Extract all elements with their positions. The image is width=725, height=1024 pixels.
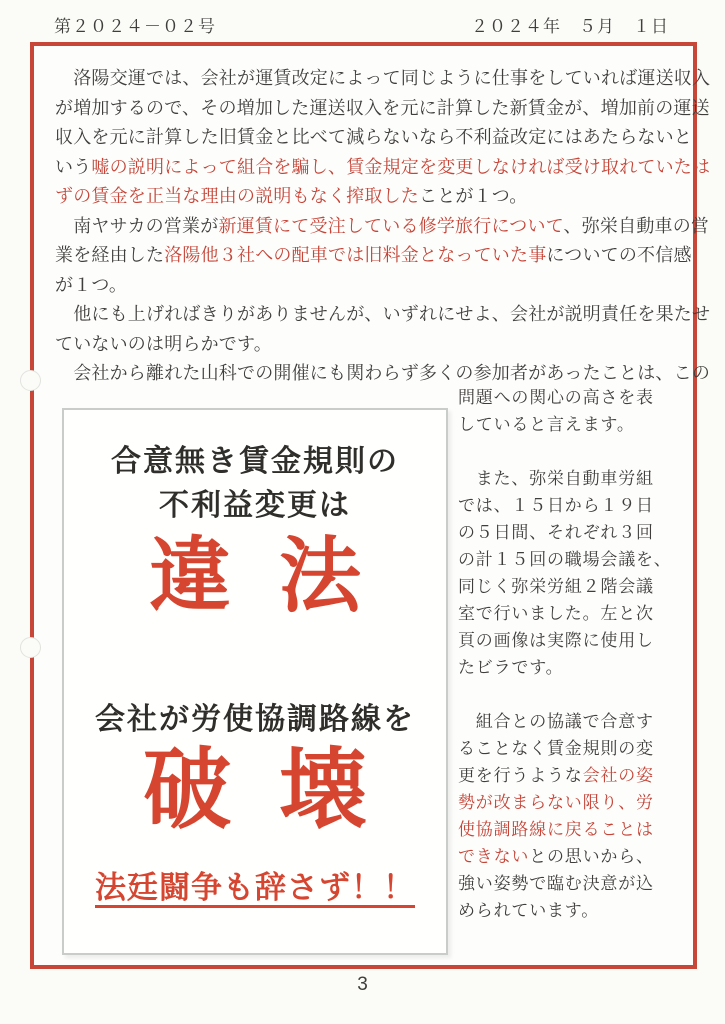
flyer-heading-line1: 合意無き賃金規則の bbox=[111, 445, 399, 478]
text-line bbox=[55, 123, 695, 153]
body-text: 同じく弥栄労組２階会議 bbox=[458, 577, 654, 596]
red-emphasis-text: 洛陽他３社への配車では旧料金となっていた事 bbox=[164, 245, 547, 265]
text-line bbox=[55, 153, 711, 183]
text-line bbox=[458, 789, 696, 816]
red-emphasis-text: 嘘の説明によって組合を騙し、賃金規定を変更しなければ受け取れていたは bbox=[91, 156, 711, 177]
red-emphasis-text: 会社の姿 bbox=[582, 766, 654, 785]
flyer-big-word-destroy: 破壊 bbox=[142, 740, 415, 839]
body-text: 会社から離れた山科での開催にも関わらず多くの参加者があったことは、この bbox=[55, 363, 711, 383]
body-text: 強い姿勢で臨む決意が込 bbox=[458, 874, 654, 893]
body-text: 組合との協議で合意す bbox=[458, 712, 654, 731]
text-line bbox=[458, 708, 696, 735]
text-line bbox=[458, 465, 696, 492]
body-text: 頁の画像は実際に使用し bbox=[458, 631, 654, 650]
body-text: していると言えます。 bbox=[458, 415, 635, 434]
text-line bbox=[458, 573, 696, 600]
body-text: められています。 bbox=[458, 901, 600, 920]
article-text bbox=[55, 64, 711, 389]
text-line bbox=[55, 182, 695, 212]
text-line bbox=[55, 64, 711, 94]
text-line bbox=[458, 735, 696, 762]
text-line bbox=[458, 654, 696, 681]
text-line bbox=[458, 519, 696, 546]
red-emphasis-text: 新運賃にて受注している修学旅行について bbox=[218, 215, 564, 236]
red-emphasis-text: 勢が改まらない限り、労 bbox=[458, 793, 654, 812]
text-line bbox=[55, 212, 710, 242]
text-line bbox=[458, 681, 696, 708]
red-emphasis-text: できない bbox=[458, 847, 530, 866]
body-text: 、弥栄自動車の営 bbox=[563, 215, 710, 236]
text-line bbox=[55, 330, 695, 360]
text-line bbox=[55, 94, 710, 124]
punch-hole-bottom bbox=[20, 637, 41, 658]
body-text: 更を行うような bbox=[458, 766, 583, 785]
body-text: 洛陽交運では、会社が運賃改定によって同じように仕事をしていれば運送収入 bbox=[55, 68, 711, 88]
text-line bbox=[458, 546, 696, 573]
header-issue-number: 第２０２４－０２号 bbox=[54, 17, 216, 36]
red-emphasis-text: ずの賃金を正当な理由の説明もなく搾取した bbox=[55, 186, 419, 206]
body-text: では、１５日から１９日 bbox=[458, 496, 654, 515]
body-text: ることなく賃金規則の変 bbox=[458, 739, 654, 758]
text-line bbox=[458, 411, 696, 438]
body-text: が１つ。 bbox=[55, 274, 128, 295]
text-line bbox=[458, 870, 696, 897]
body-text: 他にも上げればきりがありませんが、いずれにせよ、会社が説明責任を果たせ bbox=[55, 304, 711, 324]
text-line bbox=[458, 627, 696, 654]
body-text: また、弥栄自動車労組 bbox=[458, 469, 654, 488]
body-text: 南ヤサカの営業が bbox=[55, 215, 219, 236]
text-line bbox=[458, 492, 696, 519]
red-emphasis-text: 使協調路線に戻ることは bbox=[458, 820, 654, 839]
body-text: 収入を元に計算した旧賃金と比べて減らないなら不利益改定にはあたらないと bbox=[55, 127, 692, 147]
text-line bbox=[458, 438, 696, 465]
text-line bbox=[458, 762, 696, 789]
body-text: いう bbox=[55, 156, 92, 177]
text-line bbox=[55, 271, 695, 301]
union-flyer-image bbox=[62, 408, 448, 955]
flyer-slogan: 法廷闘争も辞さず！！ bbox=[95, 870, 415, 905]
punch-hole-top bbox=[20, 370, 41, 391]
text-line bbox=[458, 843, 696, 870]
body-text: との思いから、 bbox=[529, 847, 654, 866]
text-line bbox=[55, 241, 695, 271]
body-text: が増加するので、その増加した運送収入を元に計算した新賃金が、増加前の運送 bbox=[55, 97, 710, 118]
body-text: の５日間、それぞれ３回 bbox=[458, 523, 654, 542]
page-number: 3 bbox=[357, 974, 368, 995]
text-line bbox=[458, 600, 696, 627]
body-text: についての不信感 bbox=[546, 245, 692, 265]
flyer-heading-line3: 会社が労使協調路線を bbox=[95, 703, 415, 736]
text-line bbox=[458, 384, 696, 411]
body-text: 問題への関心の高さを表 bbox=[458, 388, 654, 407]
body-text: ことが１つ。 bbox=[419, 186, 528, 206]
text-line bbox=[55, 300, 711, 330]
text-line bbox=[458, 816, 696, 843]
body-text: ていないのは明らかです。 bbox=[55, 333, 272, 354]
body-text: 業を経由した bbox=[55, 245, 165, 265]
flyer-big-word-illegal: 違法 bbox=[148, 531, 409, 622]
text-line bbox=[458, 897, 696, 924]
header-date: ２０２４年 ５月 １日 bbox=[471, 17, 669, 36]
flyer-heading-line2: 不利益変更は bbox=[159, 489, 351, 522]
body-text: の計１５回の職場会議を、 bbox=[458, 550, 672, 569]
body-text: 室で行いました。左と次 bbox=[458, 604, 654, 623]
body-text: たビラです。 bbox=[458, 658, 564, 677]
right-column-text bbox=[458, 384, 696, 924]
